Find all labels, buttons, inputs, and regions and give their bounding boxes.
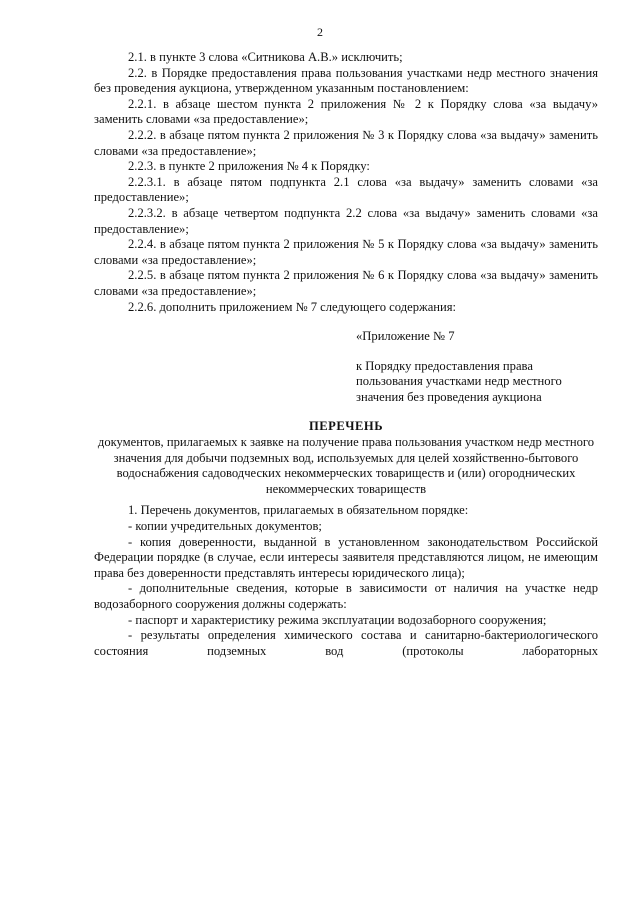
amendment-list xyxy=(94,50,598,315)
list-title: ПЕРЕЧЕНЬ xyxy=(308,419,384,434)
annex-title: «Приложение № 7 xyxy=(356,329,455,344)
list-subtitle: документов, прилагаемых к заявке на получение права пользования участком недр местного значения для добычи подземных вод, используемых для целей хозяйственно-бытового водоснабжения садоводческих некоммерческих товариществ и (или) огороднических некоммерческих товариществ xyxy=(97,435,595,496)
paragraph: 2.2.3.1. в абзаце пятом подпункта 2.1 слова «за выдачу» заменить словами «за предоставление»; xyxy=(94,174,598,205)
page-number: 2 xyxy=(317,25,323,39)
paragraph: - копия доверенности, выданной в установленном законодательством Российской Федерации порядке (в случае, если интересы заявителя представляются лицом, не имеющим права без доверенности представлять интересы юридического лица); xyxy=(94,534,598,580)
paragraph: - паспорт и характеристику режима эксплуатации водозаборного сооружения; xyxy=(128,612,547,627)
paragraph: 1. Перечень документов, прилагаемых в обязательном порядке: xyxy=(128,503,469,518)
paragraph: - результаты определения химического состава и санитарно-бактериологического состояния подземных вод (протоколы лабораторных xyxy=(94,628,598,658)
paragraph: - копии учредительных документов; xyxy=(128,519,322,534)
paragraph: 2.2.5. в абзаце пятом пункта 2 приложения № 6 к Порядку слова «за выдачу» заменить словами «за предоставление»; xyxy=(94,268,598,298)
paragraph: 2.2. в Порядке предоставления права пользования участками недр местного значения без проведения аукциона, утвержденном указанным постановлением: xyxy=(94,65,598,96)
annex-reference: к Порядку предоставления права пользования участками недр местного значения без проведения аукциона xyxy=(356,358,562,404)
annex-header xyxy=(356,329,598,405)
document-body xyxy=(94,50,598,659)
paragraph: 2.2.6. дополнить приложением № 7 следующего содержания: xyxy=(128,299,457,314)
paragraph: - дополнительные сведения, которые в зависимости от наличия на участке недр водозаборного сооружения должны содержать: xyxy=(94,581,598,611)
paragraph: 2.2.3.2. в абзаце четвертом подпункта 2.2 слова «за выдачу» заменить словами «за предоставление»; xyxy=(94,205,598,236)
paragraph: 2.2.4. в абзаце пятом пункта 2 приложения № 5 к Порядку слова «за выдачу» заменить словами «за предоставление»; xyxy=(94,237,598,267)
paragraph: 2.2.3. в пункте 2 приложения № 4 к Порядку: xyxy=(128,159,370,174)
paragraph: 2.2.2. в абзаце пятом пункта 2 приложения № 3 к Порядку слова «за выдачу» заменить словами «за предоставление»; xyxy=(94,127,598,158)
paragraph: 2.2.1. в абзаце шестом пункта 2 приложения № 2 к Порядку слова «за выдачу» заменить словами «за предоставление»; xyxy=(94,96,598,127)
paragraph: 2.1. в пункте 3 слова «Ситникова А.В.» исключить; xyxy=(128,50,403,64)
document-list xyxy=(94,503,598,659)
